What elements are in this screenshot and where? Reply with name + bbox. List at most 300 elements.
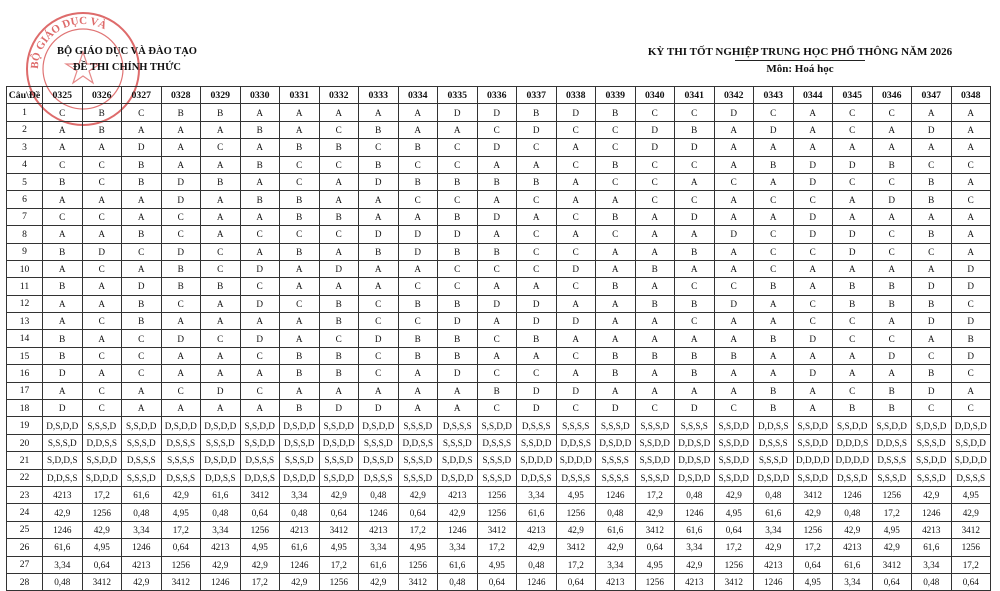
answer-cell: B	[43, 347, 83, 364]
answer-cell: C	[280, 226, 320, 243]
answer-cell: A	[793, 121, 833, 138]
answer-cell: B	[596, 365, 636, 382]
answer-cell: C	[675, 104, 715, 121]
answer-cell: S,S,S,D	[596, 417, 636, 434]
answer-cell: S,S,D,D	[951, 434, 991, 451]
answer-cell: C	[635, 156, 675, 173]
exam-code-header: 0330	[240, 87, 280, 104]
answer-cell: D	[517, 295, 557, 312]
answer-cell: 3412	[477, 521, 517, 538]
answer-cell: C	[438, 139, 478, 156]
answer-cell: A	[43, 226, 83, 243]
answer-cell: 1246	[596, 486, 636, 503]
answer-cell: C	[951, 191, 991, 208]
exam-code-header: 0333	[359, 87, 399, 104]
table-row	[7, 243, 991, 260]
answer-cell: 17,2	[477, 539, 517, 556]
question-number: 25	[7, 521, 43, 538]
table-row	[7, 573, 991, 590]
answer-cell: B	[517, 330, 557, 347]
answer-cell: B	[82, 121, 122, 138]
answer-cell: B	[912, 226, 952, 243]
exam-code-header: 0331	[280, 87, 320, 104]
exam-type: ĐỀ THI CHÍNH THỨC	[72, 62, 182, 73]
answer-cell: 61,6	[833, 556, 873, 573]
answer-cell: A	[675, 173, 715, 190]
answer-cell: S,S,S,D	[43, 434, 83, 451]
answer-cell: S,S,S,D	[477, 452, 517, 469]
answer-cell: 4,95	[398, 539, 438, 556]
answer-cell: C	[754, 243, 794, 260]
answer-cell: A	[951, 139, 991, 156]
answer-cell: A	[754, 139, 794, 156]
answer-cell: A	[596, 191, 636, 208]
answer-cell: B	[280, 347, 320, 364]
answer-cell: A	[596, 382, 636, 399]
exam-name: KỲ THI TỐT NGHIỆP TRUNG HỌC PHỔ THÔNG NĂM 2026	[647, 46, 953, 58]
answer-cell: D,D,D,S	[833, 434, 873, 451]
exam-code-header: 0325	[43, 87, 83, 104]
answer-cell: 3412	[951, 521, 991, 538]
exam-code-header: 0346	[872, 87, 912, 104]
answer-cell: D,D,D,D	[833, 452, 873, 469]
answer-cell: A	[675, 260, 715, 277]
answer-cell: D,D,S,S	[754, 417, 794, 434]
answer-cell: D	[438, 104, 478, 121]
answer-cell: A	[319, 278, 359, 295]
answer-cell: S,S,S,D	[398, 469, 438, 486]
answer-cell: A	[280, 121, 320, 138]
answer-cell: C	[477, 400, 517, 417]
exam-code-header: 0340	[635, 87, 675, 104]
answer-cell: 4213	[675, 573, 715, 590]
answer-cell: A	[596, 313, 636, 330]
answer-cell: A	[122, 121, 162, 138]
answer-cell: D,S,D,D	[438, 469, 478, 486]
answer-cell: 0,48	[596, 504, 636, 521]
answer-cell: B	[872, 382, 912, 399]
answer-cell: A	[912, 208, 952, 225]
answer-cell: A	[754, 208, 794, 225]
answer-cell: S,S,D,D	[714, 417, 754, 434]
answer-cell: B	[596, 156, 636, 173]
answer-cell: A	[280, 278, 320, 295]
answer-cell: C	[161, 382, 201, 399]
answer-cell: A	[398, 365, 438, 382]
exam-code-header: 0332	[319, 87, 359, 104]
answer-cell: C	[438, 278, 478, 295]
exam-code-header: 0345	[833, 87, 873, 104]
answer-cell: 42,9	[240, 556, 280, 573]
answer-cell: C	[596, 139, 636, 156]
answer-cell: S,S,S,S	[675, 417, 715, 434]
answer-cell: S,S,S,D	[438, 434, 478, 451]
answer-cell: C	[122, 243, 162, 260]
answer-cell: A	[240, 400, 280, 417]
answer-cell: S,S,S,S	[161, 452, 201, 469]
answer-cell: A	[635, 365, 675, 382]
answer-cell: B	[833, 400, 873, 417]
answer-cell: D,S,D,D	[201, 417, 241, 434]
answer-cell: C	[122, 365, 162, 382]
answer-cell: D,D,S,S	[517, 469, 557, 486]
answer-cell: 4,95	[714, 504, 754, 521]
answer-cell: 1246	[912, 504, 952, 521]
answer-cell: C	[398, 191, 438, 208]
answer-cell: D,S,D,D	[43, 417, 83, 434]
answer-cell: A	[122, 400, 162, 417]
answer-cell: D	[161, 330, 201, 347]
table-row	[7, 156, 991, 173]
answer-cell: D,S,S,D	[280, 434, 320, 451]
table-row	[7, 539, 991, 556]
table-header-row	[7, 87, 991, 104]
answer-cell: 0,48	[675, 486, 715, 503]
answer-cell: A	[912, 260, 952, 277]
answer-cell: C	[872, 243, 912, 260]
answer-cell: D	[161, 243, 201, 260]
answer-cell: C	[319, 226, 359, 243]
answer-cell: C	[161, 295, 201, 312]
answer-cell: A	[872, 313, 912, 330]
answer-cell: 0,64	[319, 504, 359, 521]
answer-cell: C	[43, 208, 83, 225]
answer-cell: D	[240, 330, 280, 347]
answer-cell: C	[556, 278, 596, 295]
answer-cell: S,S,S,S	[556, 417, 596, 434]
question-number: 12	[7, 295, 43, 312]
answer-cell: D,S,S,S	[122, 452, 162, 469]
answer-cell: D	[517, 400, 557, 417]
answer-cell: D	[912, 382, 952, 399]
answer-cell: B	[359, 156, 399, 173]
answer-cell: 17,2	[161, 521, 201, 538]
answer-cell: B	[201, 104, 241, 121]
answer-cell: B	[398, 295, 438, 312]
answer-cell: 0,64	[398, 504, 438, 521]
answer-cell: A	[833, 347, 873, 364]
answer-cell: A	[201, 121, 241, 138]
question-number: 14	[7, 330, 43, 347]
answer-cell: S,S,D,D	[793, 469, 833, 486]
answer-table	[6, 86, 991, 591]
answer-cell: D	[161, 173, 201, 190]
answer-cell: D,S,D,D	[319, 434, 359, 451]
answer-cell: C	[82, 347, 122, 364]
answer-cell: A	[398, 260, 438, 277]
table-row	[7, 191, 991, 208]
answer-cell: A	[201, 365, 241, 382]
answer-cell: 0,48	[122, 504, 162, 521]
answer-cell: D	[398, 243, 438, 260]
answer-cell: D,S,S,S	[951, 469, 991, 486]
ministry-name: BỘ GIÁO DỤC VÀ ĐÀO TẠO	[57, 46, 197, 57]
answer-cell: 1246	[43, 521, 83, 538]
answer-cell: C	[951, 295, 991, 312]
table-row	[7, 295, 991, 312]
answer-cell: A	[833, 260, 873, 277]
answer-cell: D	[556, 382, 596, 399]
answer-cell: D	[359, 400, 399, 417]
answer-cell: C	[833, 121, 873, 138]
question-number: 24	[7, 504, 43, 521]
answer-cell: A	[161, 365, 201, 382]
answer-cell: 17,2	[319, 556, 359, 573]
answer-cell: A	[477, 226, 517, 243]
answer-cell: 1246	[675, 504, 715, 521]
table-row	[7, 173, 991, 190]
answer-cell: A	[714, 382, 754, 399]
answer-cell: C	[359, 313, 399, 330]
answer-cell: S,S,S,D	[635, 417, 675, 434]
answer-cell: A	[240, 365, 280, 382]
question-number: 4	[7, 156, 43, 173]
answer-cell: C	[793, 191, 833, 208]
answer-cell: D	[872, 191, 912, 208]
answer-cell: D	[556, 104, 596, 121]
answer-cell: B	[596, 208, 636, 225]
answer-cell: 3,34	[833, 573, 873, 590]
answer-cell: D	[675, 400, 715, 417]
answer-cell: C	[477, 260, 517, 277]
exam-code-header: 0343	[754, 87, 794, 104]
answer-cell: 1246	[438, 521, 478, 538]
answer-cell: B	[438, 243, 478, 260]
answer-cell: 4,95	[872, 521, 912, 538]
answer-cell: 3,34	[280, 486, 320, 503]
question-number: 5	[7, 173, 43, 190]
answer-cell: S,S,S,D	[872, 469, 912, 486]
answer-cell: C	[161, 226, 201, 243]
answer-cell: 4213	[596, 573, 636, 590]
answer-cell: A	[280, 330, 320, 347]
answer-cell: A	[477, 191, 517, 208]
answer-cell: D	[477, 139, 517, 156]
answer-cell: S,S,S,D	[280, 452, 320, 469]
question-number: 8	[7, 226, 43, 243]
table-row	[7, 313, 991, 330]
answer-cell: B	[122, 313, 162, 330]
answer-cell: 3412	[161, 573, 201, 590]
answer-cell: D,S,S,S	[872, 452, 912, 469]
answer-cell: A	[675, 226, 715, 243]
answer-cell: A	[556, 191, 596, 208]
answer-cell: A	[951, 173, 991, 190]
answer-cell: S,S,S,D	[912, 434, 952, 451]
answer-cell: 0,48	[517, 556, 557, 573]
answer-cell: A	[754, 295, 794, 312]
answer-cell: C	[319, 121, 359, 138]
answer-cell: B	[240, 156, 280, 173]
answer-cell: C	[793, 243, 833, 260]
answer-cell: 42,9	[122, 573, 162, 590]
answer-cell: B	[438, 330, 478, 347]
answer-cell: B	[754, 382, 794, 399]
answer-cell: 0,64	[793, 556, 833, 573]
answer-cell: 1256	[240, 521, 280, 538]
answer-cell: A	[477, 278, 517, 295]
question-number: 2	[7, 121, 43, 138]
answer-cell: S,D,D,S	[43, 452, 83, 469]
answer-cell: A	[477, 347, 517, 364]
answer-cell: B	[43, 243, 83, 260]
question-number: 3	[7, 139, 43, 156]
table-row	[7, 434, 991, 451]
answer-cell: D,S,D,D	[201, 452, 241, 469]
answer-cell: B	[319, 365, 359, 382]
answer-cell: A	[872, 208, 912, 225]
answer-cell: D,D,S,S	[398, 434, 438, 451]
exam-code-header: 0344	[793, 87, 833, 104]
answer-cell: D	[517, 313, 557, 330]
answer-cell: D	[43, 365, 83, 382]
answer-cell: 3,34	[201, 521, 241, 538]
answer-cell: A	[319, 104, 359, 121]
answer-cell: B	[122, 156, 162, 173]
answer-cell: 4,95	[556, 486, 596, 503]
answer-cell: D	[714, 104, 754, 121]
answer-cell: S,S,D,D	[517, 434, 557, 451]
question-number: 16	[7, 365, 43, 382]
answer-cell: S,S,D,D	[714, 469, 754, 486]
answer-cell: C	[517, 243, 557, 260]
answer-cell: A	[714, 156, 754, 173]
answer-cell: 4213	[833, 539, 873, 556]
answer-cell: 0,64	[240, 504, 280, 521]
answer-cell: C	[82, 260, 122, 277]
answer-cell: B	[477, 243, 517, 260]
answer-cell: C	[398, 278, 438, 295]
answer-cell: A	[833, 191, 873, 208]
answer-cell: D	[398, 226, 438, 243]
exam-code-header: 0348	[951, 87, 991, 104]
table-row	[7, 504, 991, 521]
answer-cell: A	[240, 173, 280, 190]
answer-cell: 61,6	[43, 539, 83, 556]
answer-cell: A	[82, 226, 122, 243]
answer-cell: C	[872, 173, 912, 190]
answer-cell: B	[319, 295, 359, 312]
answer-cell: C	[675, 313, 715, 330]
question-number: 11	[7, 278, 43, 295]
answer-cell: A	[43, 121, 83, 138]
answer-cell: C	[359, 347, 399, 364]
answer-cell: 42,9	[319, 486, 359, 503]
answer-cell: S,D,D,D	[517, 452, 557, 469]
answer-cell: D,D,S,S	[872, 434, 912, 451]
answer-cell: C	[477, 365, 517, 382]
answer-cell: A	[240, 313, 280, 330]
question-number: 9	[7, 243, 43, 260]
answer-cell: B	[280, 400, 320, 417]
answer-cell: A	[912, 104, 952, 121]
answer-cell: C	[359, 365, 399, 382]
answer-cell: 17,2	[635, 486, 675, 503]
answer-cell: C	[714, 173, 754, 190]
answer-cell: C	[240, 347, 280, 364]
question-number: 20	[7, 434, 43, 451]
answer-cell: 4213	[754, 556, 794, 573]
answer-cell: 42,9	[398, 486, 438, 503]
table-row	[7, 104, 991, 121]
answer-cell: 4,95	[161, 504, 201, 521]
answer-cell: B	[319, 139, 359, 156]
answer-cell: D	[319, 260, 359, 277]
question-number: 26	[7, 539, 43, 556]
answer-cell: 3412	[82, 573, 122, 590]
answer-cell: D	[477, 208, 517, 225]
answer-cell: S,S,D,D	[319, 469, 359, 486]
answer-cell: D,S,S,S	[477, 434, 517, 451]
answer-cell: A	[82, 278, 122, 295]
answer-cell: B	[833, 295, 873, 312]
answer-cell: D,S,S,S	[240, 452, 280, 469]
answer-cell: B	[635, 347, 675, 364]
answer-cell: D	[359, 173, 399, 190]
answer-cell: C	[833, 382, 873, 399]
answer-cell: A	[43, 295, 83, 312]
answer-cell: 42,9	[833, 521, 873, 538]
answer-cell: C	[517, 139, 557, 156]
exam-code-header: 0337	[517, 87, 557, 104]
answer-cell: D	[635, 121, 675, 138]
answer-cell: B	[240, 191, 280, 208]
answer-cell: A	[714, 365, 754, 382]
answer-cell: 1256	[635, 573, 675, 590]
answer-cell: D,S,D,D	[280, 469, 320, 486]
question-number: 10	[7, 260, 43, 277]
answer-cell: D,D,S,S	[201, 469, 241, 486]
answer-cell: 61,6	[122, 486, 162, 503]
answer-cell: B	[280, 208, 320, 225]
answer-cell: S,S,D,D	[793, 417, 833, 434]
question-number: 23	[7, 486, 43, 503]
answer-cell: 4,95	[82, 539, 122, 556]
answer-cell: D	[714, 295, 754, 312]
answer-cell: 4213	[201, 539, 241, 556]
exam-code-header: 0327	[122, 87, 162, 104]
answer-cell: A	[359, 260, 399, 277]
answer-cell: 42,9	[951, 504, 991, 521]
answer-cell: C	[82, 208, 122, 225]
answer-cell: A	[201, 313, 241, 330]
answer-cell: D,S,S,S	[517, 417, 557, 434]
answer-cell: 3,34	[122, 521, 162, 538]
answer-cell: B	[754, 278, 794, 295]
answer-cell: A	[833, 365, 873, 382]
header-right	[600, 44, 1000, 77]
answer-cell: 17,2	[82, 486, 122, 503]
answer-cell: B	[675, 243, 715, 260]
answer-cell: A	[280, 104, 320, 121]
answer-cell: C	[951, 400, 991, 417]
answer-cell: S,S,S,D	[122, 434, 162, 451]
answer-cell: C	[82, 382, 122, 399]
answer-cell: 17,2	[398, 521, 438, 538]
answer-cell: B	[398, 139, 438, 156]
table-row	[7, 139, 991, 156]
answer-cell: D	[438, 226, 478, 243]
answer-cell: C	[556, 208, 596, 225]
answer-cell: B	[398, 330, 438, 347]
answer-cell: A	[517, 347, 557, 364]
answer-cell: D	[359, 330, 399, 347]
answer-cell: S,S,S,D	[912, 469, 952, 486]
answer-cell: A	[161, 347, 201, 364]
answer-cell: 1256	[398, 556, 438, 573]
answer-cell: A	[201, 208, 241, 225]
answer-cell: D,S,S,S	[438, 417, 478, 434]
